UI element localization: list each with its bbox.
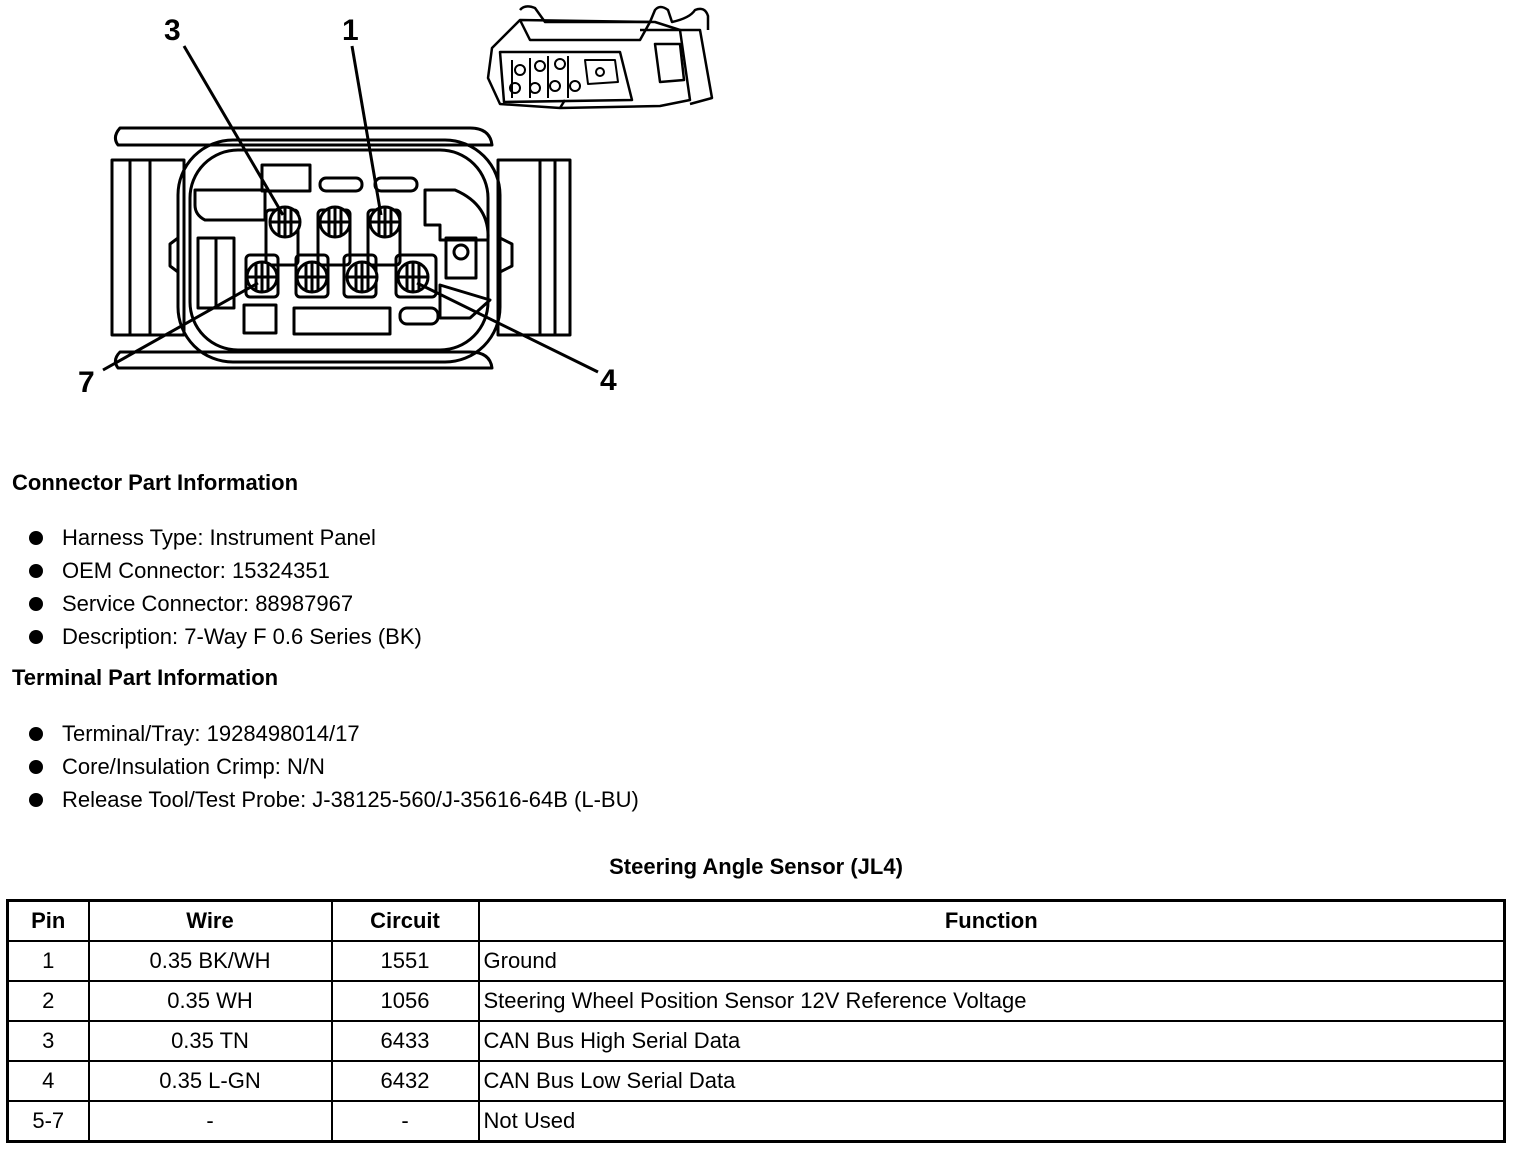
cell-pin: 2 (8, 981, 89, 1021)
callout-4: 4 (600, 364, 617, 397)
cell-wire: - (89, 1101, 332, 1142)
connector-thumbnail (488, 6, 712, 108)
terminal-pin-1 (370, 207, 400, 237)
terminal-pin-5 (347, 262, 377, 292)
cell-circuit: 1056 (332, 981, 479, 1021)
header-wire: Wire (89, 901, 332, 942)
cell-pin: 1 (8, 941, 89, 981)
list-item: Terminal/Tray: 1928498014/17 (28, 717, 639, 750)
cell-circuit: 6433 (332, 1021, 479, 1061)
bullet-icon (29, 760, 43, 774)
terminal-pin-6 (297, 262, 327, 292)
leader-line-7 (103, 283, 258, 370)
cell-circuit: 6432 (332, 1061, 479, 1101)
connector-diagram (0, 0, 760, 420)
bullet-icon (29, 727, 43, 741)
cell-function: CAN Bus Low Serial Data (479, 1061, 1505, 1101)
bullet-icon (29, 630, 43, 644)
cell-function: CAN Bus High Serial Data (479, 1021, 1505, 1061)
cell-wire: 0.35 L-GN (89, 1061, 332, 1101)
cell-wire: 0.35 TN (89, 1021, 332, 1061)
table-row (8, 1101, 1505, 1142)
cell-function: Steering Wheel Position Sensor 12V Reference Voltage (479, 981, 1505, 1021)
connector-info-title: Connector Part Information (12, 470, 299, 495)
table-title: Steering Angle Sensor (JL4) (609, 854, 903, 879)
list-item: Service Connector: 88987967 (28, 587, 422, 620)
table-row (8, 1021, 1505, 1061)
list-item: Description: 7-Way F 0.6 Series (BK) (28, 620, 422, 653)
terminal-pin-2 (320, 207, 350, 237)
terminal-info-title: Terminal Part Information (12, 665, 279, 690)
cell-circuit: - (332, 1101, 479, 1142)
terminal-info-list (28, 717, 639, 816)
list-item: Release Tool/Test Probe: J-38125-560/J-35616-64B (L-BU) (28, 783, 639, 816)
pinout-table (6, 899, 1506, 1143)
cell-pin: 5-7 (8, 1101, 89, 1142)
table-row (8, 981, 1505, 1021)
callout-7: 7 (78, 366, 95, 399)
terminal-pin-3 (270, 207, 300, 237)
bullet-icon (29, 531, 43, 545)
header-function: Function (479, 901, 1505, 942)
bullet-icon (29, 564, 43, 578)
cell-function: Not Used (479, 1101, 1505, 1142)
connector-info-list (28, 521, 422, 653)
cell-pin: 3 (8, 1021, 89, 1061)
table-row (8, 941, 1505, 981)
bullet-icon (29, 597, 43, 611)
cell-pin: 4 (8, 1061, 89, 1101)
table-row (8, 1061, 1505, 1101)
cell-circuit: 1551 (332, 941, 479, 981)
list-item: Core/Insulation Crimp: N/N (28, 750, 639, 783)
cell-function: Ground (479, 941, 1505, 981)
bullet-icon (29, 793, 43, 807)
header-pin: Pin (8, 901, 89, 942)
table-header-row (8, 901, 1505, 942)
list-item: OEM Connector: 15324351 (28, 554, 422, 587)
cell-wire: 0.35 WH (89, 981, 332, 1021)
cell-wire: 0.35 BK/WH (89, 941, 332, 981)
callout-1: 1 (342, 14, 359, 47)
callout-3: 3 (164, 14, 181, 47)
header-circuit: Circuit (332, 901, 479, 942)
list-item: Harness Type: Instrument Panel (28, 521, 422, 554)
